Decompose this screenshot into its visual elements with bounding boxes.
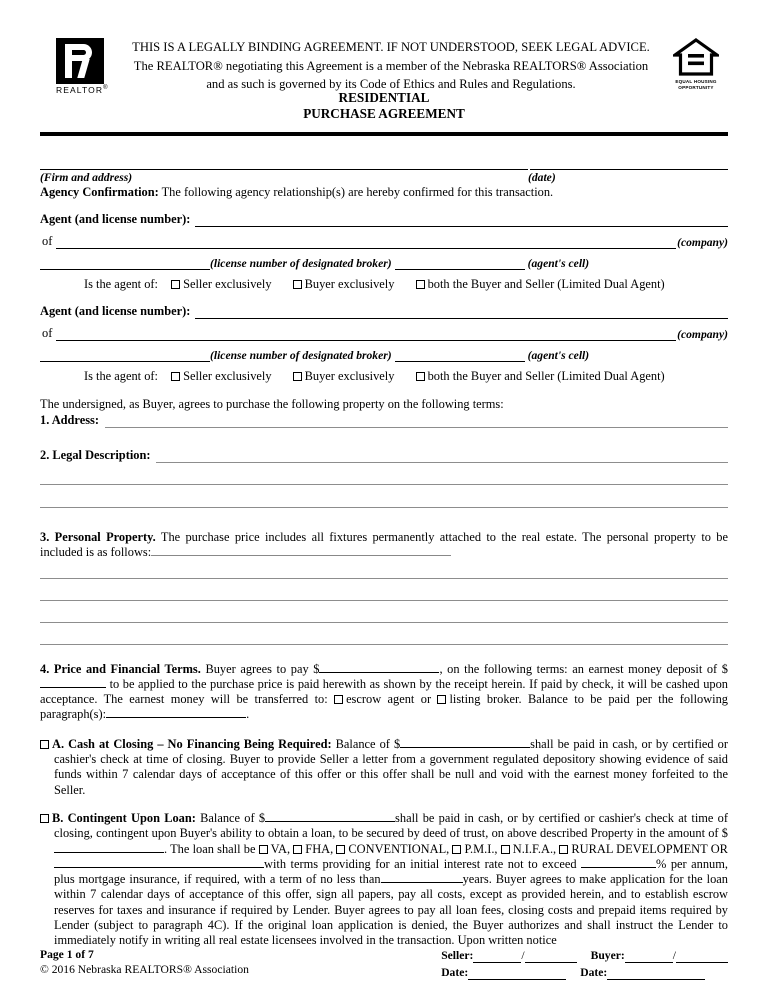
firm-address-field[interactable] [40, 158, 528, 170]
item-4b-contingent-upon-loan [40, 811, 728, 949]
item-3-write-line-1[interactable] [151, 545, 451, 556]
agent-2-cell-field[interactable] [395, 350, 525, 362]
firm-and-date-labels [40, 171, 728, 184]
page-header [40, 0, 728, 95]
date-field[interactable] [530, 158, 728, 170]
agent-1-option-dual-label: both the Buyer and Seller (Limited Dual Agent) [427, 277, 665, 291]
buyer-initials-label: Buyer: [590, 949, 625, 962]
agent-1-option-dual[interactable] [416, 277, 665, 291]
item-4b-balance-field[interactable] [265, 811, 395, 822]
item-1-address-row [40, 413, 728, 428]
item-4-text-6: . [246, 707, 250, 722]
agent-2-company-tag: (company) [677, 328, 728, 341]
checkbox-icon[interactable] [40, 740, 49, 749]
date-label: (date) [528, 171, 556, 184]
item-4b-interest-rate-field[interactable] [581, 857, 656, 868]
item-4-text-3: $ [721, 661, 728, 676]
item-4b-loan-amount-field[interactable] [54, 842, 164, 853]
eho-label-line-2: OPPORTUNITY [678, 85, 714, 91]
agent-block-1 [40, 212, 728, 292]
checkbox-icon[interactable] [416, 372, 425, 381]
title-line-2: PURCHASE AGREEMENT [303, 106, 465, 121]
item-4-text-5: Balance to be paid per the following paragraph(s): [40, 692, 728, 722]
agent-2-cell-tag: (agent's cell) [527, 349, 590, 362]
item-4b-text-4: DEVELOPMENT OR [616, 841, 728, 856]
checkbox-icon[interactable] [40, 814, 49, 823]
item-3-write-line-3[interactable] [40, 600, 728, 601]
checkbox-icon[interactable] [293, 845, 302, 854]
agent-1-option-seller-label: Seller exclusively [183, 277, 272, 291]
item-4a-text-2: shall be paid in cash, or by certified or cashier's check at time of closing. Buyer to provide Seller a letter from a government regulated depository showing evidence of said funds within 7 calendar days of acceptance of this offer or this offer shall be null and void with the earnest money forfeited to the Seller. [54, 736, 728, 797]
agent-2-company-field[interactable] [56, 329, 676, 341]
footer-date-row [441, 965, 728, 980]
agent-2-relationship-row [40, 369, 728, 384]
buyer-date-field[interactable] [607, 969, 705, 980]
footer-left-block [40, 948, 249, 977]
item-4a-label: A. Cash at Closing – No Financing Being Required: [52, 736, 332, 751]
agent-1-label: Agent (and license number): [40, 212, 191, 226]
item-2-legal-description-field[interactable] [156, 451, 728, 463]
seller-date-label: Date: [441, 966, 469, 979]
seller-date-field[interactable] [468, 969, 566, 980]
agent-1-option-buyer[interactable] [293, 277, 395, 291]
item-1-address-field[interactable] [105, 416, 728, 428]
legal-notice-line-2: The REALTOR® negotiating this Agreement is a member of the Nebraska REALTORS® Association [133, 58, 649, 73]
item-3-write-line-5[interactable] [40, 644, 728, 645]
item-4-paragraphs-field[interactable] [106, 707, 246, 718]
checkbox-icon[interactable] [259, 845, 268, 854]
realtor-logo-wordmark [56, 85, 118, 95]
checkbox-icon[interactable] [336, 845, 345, 854]
undersigned-statement: The undersigned, as Buyer, agrees to purchase the following property on the following terms: [40, 397, 504, 411]
agent-1-company-row [40, 234, 728, 249]
item-3-label: 3. Personal Property. [40, 530, 156, 544]
realtor-word-text: REALTOR [56, 85, 104, 95]
item-4-option-listing[interactable] [437, 692, 521, 706]
item-4b-option-fha-label: FHA, [305, 841, 334, 856]
item-2-write-line-3[interactable] [40, 507, 728, 508]
item-4b-text-5: with terms providing for an initial interest rate not to exceed [264, 856, 577, 871]
checkbox-icon[interactable] [334, 695, 343, 704]
agent-2-option-seller-label: Seller exclusively [183, 369, 272, 383]
legal-notice-line-3: and as such is governed by its Code of Ethics and Rules and Regulations. [206, 77, 576, 91]
item-4b-option-nifa[interactable] [501, 842, 556, 856]
checkbox-icon[interactable] [452, 845, 461, 854]
checkbox-icon[interactable] [171, 372, 180, 381]
item-2-legal-description-row [40, 448, 728, 463]
firm-address-label: (Firm and address) [40, 171, 133, 184]
item-4b-option-pmi[interactable] [452, 842, 497, 856]
seller-initials-label: Seller: [441, 949, 474, 962]
agent-2-broker-license-field[interactable] [40, 350, 210, 362]
agent-2-option-dual[interactable] [416, 369, 665, 383]
footer-signature-block [441, 948, 728, 980]
item-4-earnest-money-field[interactable] [40, 677, 106, 688]
item-4-option-listing-label: listing broker. [449, 692, 522, 707]
agent-2-name-field[interactable] [195, 307, 728, 319]
legal-notice-block [118, 36, 664, 94]
agent-2-label: Agent (and license number): [40, 304, 191, 318]
checkbox-icon[interactable] [559, 845, 568, 854]
item-2-write-line-2[interactable] [40, 484, 728, 485]
item-1-label: 1. Address: [40, 413, 99, 427]
agent-1-company-tag: (company) [677, 236, 728, 249]
seller-initial-field-1[interactable] [473, 952, 521, 963]
agent-2-option-buyer-label: Buyer exclusively [304, 369, 395, 383]
item-4b-option-va-label: VA, [270, 841, 291, 856]
equal-housing-opportunity-logo [664, 36, 728, 91]
legal-notice-line-1: THIS IS A LEGALLY BINDING AGREEMENT. IF NOT UNDERSTOOD, SEEK LEGAL ADVICE. [132, 40, 650, 54]
title-divider [40, 132, 728, 136]
agent-1-relationship-row [40, 277, 728, 292]
copyright-notice: © 2016 Nebraska REALTORS® Association [40, 962, 249, 976]
firm-and-date-rule-row [40, 158, 728, 170]
buyer-initial-field-2[interactable] [676, 952, 728, 963]
realtor-registered-mark: ® [103, 85, 109, 92]
checkbox-icon[interactable] [293, 372, 302, 381]
item-4b-option-fha[interactable] [293, 842, 333, 856]
agent-1-cell-field[interactable] [395, 258, 525, 270]
buyer-initial-field-1[interactable] [625, 952, 673, 963]
item-4-label: 4. Price and Financial Terms. [40, 661, 201, 676]
item-3-personal-property [40, 530, 728, 561]
item-4b-text-6: % per annum, plus mortgage insurance, if required, with a term of no less than [54, 856, 728, 887]
agent-2-option-seller[interactable] [171, 369, 271, 383]
item-4b-loan-term-field[interactable] [381, 872, 463, 883]
agent-1-name-field[interactable] [195, 215, 728, 227]
item-4a-text-1: Balance of $ [335, 736, 401, 751]
item-4b-text-2: shall be paid in cash, or by certified or cashier's check at time of closing, contingent upon Buyer's ability to obtain a loan, to be secured by deed of trust, on above described Property in the amount of $ [54, 810, 728, 841]
agent-2-broker-tag: (license number of designated broker) [210, 349, 392, 362]
item-4b-option-rural[interactable] [559, 842, 613, 856]
buyer-date-label: Date: [580, 966, 608, 979]
agent-1-broker-license-field[interactable] [40, 258, 210, 270]
agent-1-name-row [40, 212, 728, 227]
checkbox-icon[interactable] [171, 280, 180, 289]
item-4-option-escrow[interactable] [334, 692, 431, 706]
agency-confirmation-line [40, 185, 728, 200]
realtor-logo [56, 36, 118, 95]
agency-confirmation-heading: Agency Confirmation: [40, 185, 159, 199]
agent-1-is-agent-of-label: Is the agent of: [84, 277, 158, 291]
checkbox-icon[interactable] [293, 280, 302, 289]
item-4-text-1: Buyer agrees to pay $ [205, 661, 320, 676]
agent-1-broker-row [40, 257, 728, 270]
item-4b-text-3: . The loan shall be [164, 841, 256, 856]
item-4a-balance-field[interactable] [400, 737, 530, 748]
agent-2-company-row [40, 326, 728, 341]
agent-1-option-buyer-label: Buyer exclusively [304, 277, 395, 291]
item-4b-option-conventional[interactable] [336, 842, 449, 856]
checkbox-icon[interactable] [437, 695, 446, 704]
item-4b-label: B. Contingent Upon Loan: [52, 810, 196, 825]
agent-block-2 [40, 304, 728, 384]
agent-1-broker-tag: (license number of designated broker) [210, 257, 392, 270]
seller-initials-slash: / [521, 949, 525, 962]
item-4-price-financial-terms [40, 662, 728, 723]
agent-1-option-seller[interactable] [171, 277, 271, 291]
agent-1-of-label: of [42, 234, 53, 248]
item-4b-other-loan-field[interactable] [54, 857, 264, 868]
seller-initial-field-2[interactable] [525, 952, 577, 963]
item-4-text-4: to be applied to the purchase price is paid herewith as shown by the receipt herein. If paid by check, it will be cashed upon acceptance. The earnest money will be transferred to: [40, 676, 728, 707]
house-icon [673, 38, 719, 78]
eho-label-line-1: EQUAL HOUSING [675, 79, 717, 84]
page-title [40, 90, 728, 122]
item-4b-option-nifa-label: N.I.F.A., [512, 841, 557, 856]
item-4b-option-conventional-label: CONVENTIONAL, [348, 841, 450, 856]
agent-2-is-agent-of-label: Is the agent of: [84, 369, 158, 383]
agent-1-cell-tag: (agent's cell) [527, 257, 590, 270]
agent-2-name-row [40, 304, 728, 319]
item-2-label: 2. Legal Description: [40, 448, 151, 462]
footer-initials-row [441, 948, 728, 963]
agent-1-company-field[interactable] [56, 237, 676, 249]
item-3-write-line-2[interactable] [40, 578, 728, 579]
item-4b-option-pmi-label: P.M.I., [464, 841, 498, 856]
page-number: Page 1 of 7 [40, 948, 94, 961]
page-footer [40, 948, 728, 980]
agency-confirmation-text: The following agency relationship(s) are hereby confirmed for this transaction. [161, 185, 554, 199]
item-3-write-line-4[interactable] [40, 622, 728, 623]
title-line-1: RESIDENTIAL [338, 90, 430, 105]
agent-2-option-dual-label: both the Buyer and Seller (Limited Dual Agent) [427, 369, 665, 383]
item-4b-option-va[interactable] [259, 842, 290, 856]
checkbox-icon[interactable] [501, 845, 510, 854]
buyer-initials-slash: / [672, 949, 676, 962]
item-4b-option-rural-label: RURAL [571, 841, 613, 856]
item-4-text-2: , on the following terms: an earnest money deposit of [439, 661, 718, 676]
agent-2-broker-row [40, 349, 728, 362]
item-4-purchase-price-field[interactable] [319, 662, 439, 673]
item-4a-cash-at-closing [40, 737, 728, 798]
item-4-option-escrow-label: escrow agent or [346, 692, 432, 707]
agent-2-option-buyer[interactable] [293, 369, 395, 383]
checkbox-icon[interactable] [416, 280, 425, 289]
realtor-r-icon [56, 38, 104, 84]
item-3-text: The purchase price includes all fixtures permanently attached to the real estate. The personal property to be included is as follows: [40, 530, 728, 560]
item-4b-text-1: Balance of $ [200, 810, 266, 825]
item-4b-text-7: years. Buyer agrees to make application for the loan within 7 calendar days of acceptance of this offer, sign all papers, pay all costs, except as provided herein, and to establish escrow reserves for taxes and insurance if required by Lender. Buyer agrees to pay all loan fees, closing costs and prepaid items required by Lender (subject to paragraph 4C). If the original loan application is denied, the Buyer authorizes and shall instruct the Lender to immediately notify in writing all real estate licensees involved in the transaction. Upon written notice [54, 872, 728, 948]
agent-2-of-label: of [42, 326, 53, 340]
